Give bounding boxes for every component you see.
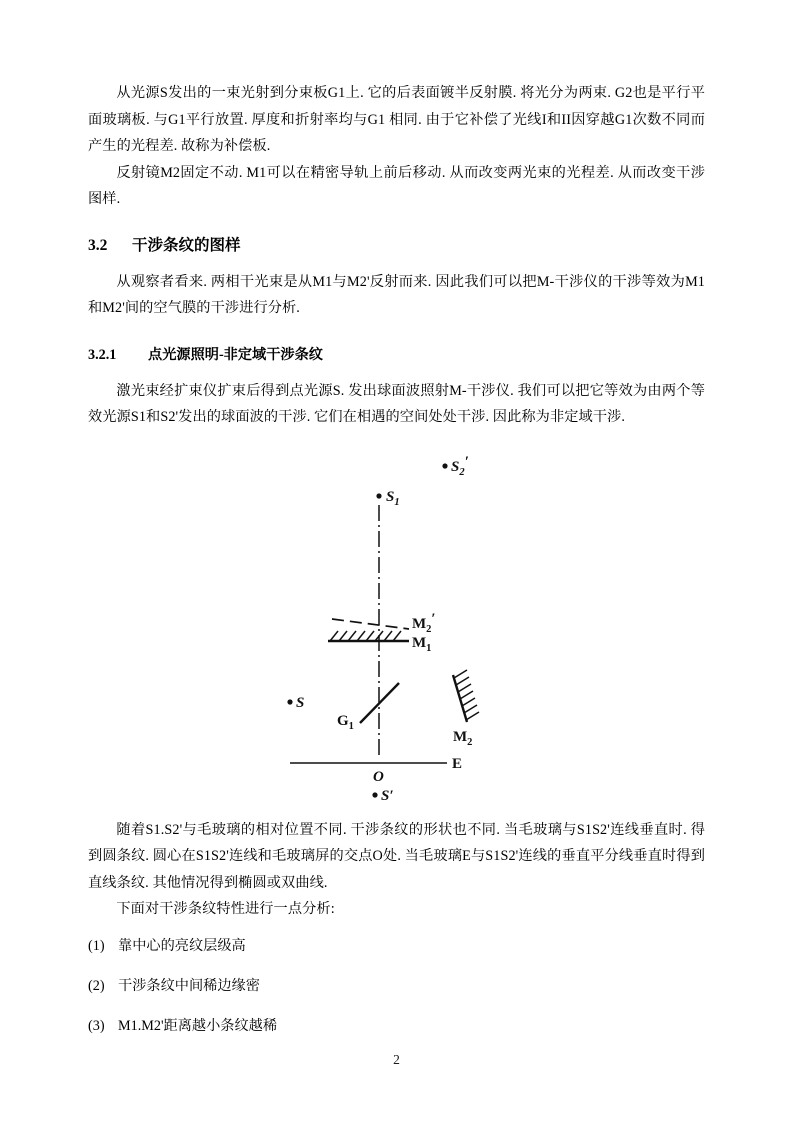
paragraph-observer-description: 从观察者看来. 两相干光束是从M1与M2'反射而来. 因此我们可以把M-干涉仪的干涉等效为M1和M2'间的空气膜的干涉进行分析. — [88, 273, 705, 316]
paragraph-point-source-description: 激光束经扩束仪扩束后得到点光源S. 发出球面波照射M-干涉仪. 我们可以把它等效为由两个等效光源S1和S2'发出的球面波的干涉. 它们在相遇的空间处处干涉. 因此称为非定域干涉. — [88, 382, 705, 425]
paragraph-beamsplitter-description: 从光源S发出的一束光射到分束板G1上. 它的后表面镀半反射膜. 将光分为两束. G2也是平行平面玻璃板. 与G1平行放置. 厚度和折射率均与G1 相同. 由于它补偿了光线I和II因穿越G1次数不同而产生的光程差. 故称为补偿板. — [88, 85, 705, 154]
list-item-text: 干涉条纹中间稀边缘密 — [118, 977, 260, 994]
list-item — [88, 973, 705, 999]
source-s1-point — [376, 493, 381, 498]
list-item-text: 靠中心的亮纹层级高 — [118, 937, 246, 954]
section-number: 3.2 — [88, 236, 108, 254]
analysis-list — [88, 933, 705, 1039]
source-s-prime-point — [372, 792, 377, 797]
mirror-m2-label: $M_2$ — [452, 728, 472, 748]
mirror-m2-prime-label: $M_2'$ — [411, 610, 436, 635]
mirror-m2-prime-line — [332, 619, 409, 629]
beamsplitter-g1-label: $G_1$ — [336, 712, 354, 732]
source-s2-prime-label: $S_2'$ — [450, 453, 469, 478]
origin-o-label: O — [372, 768, 384, 785]
mirror-m1-label: $M_1$ — [411, 634, 431, 654]
source-s1-label: $S_1$ — [385, 488, 400, 508]
list-item-text: M1.M2'距离越小条纹越稀 — [118, 1017, 278, 1034]
subsection-heading-3-2-1 — [88, 344, 705, 366]
paragraph-analysis-intro: 下面对干涉条纹特性进行一点分析: — [116, 901, 335, 917]
section-title: 干涉条纹的图样 — [132, 236, 241, 254]
interferometer-diagram — [88, 445, 705, 805]
source-s-point — [287, 699, 292, 704]
source-s-label: S — [295, 694, 304, 711]
mirror-m1-hatching — [330, 631, 401, 641]
list-item-marker: (2) — [88, 977, 105, 994]
screen-e-label: E — [451, 755, 462, 772]
subsection-title: 点光源照明-非定域干涉条纹 — [148, 346, 323, 363]
list-item — [88, 933, 705, 959]
page-content — [88, 80, 705, 1053]
page-number: 2 — [393, 1052, 400, 1067]
paragraph-mirror-description: 反射镜M2固定不动. M1可以在精密导轨上前后移动. 从而改变两光束的光程差. 从而改变干涉图样. — [88, 164, 705, 207]
list-item — [88, 1013, 705, 1039]
source-s2-prime-point — [442, 463, 447, 468]
subsection-number: 3.2.1 — [88, 346, 117, 363]
source-s-prime-label: S′ — [380, 787, 394, 804]
interferometer-svg — [257, 445, 537, 805]
paragraph-fringe-shapes: 随着S1.S2'与毛玻璃的相对位置不同. 干涉条纹的形状也不同. 当毛玻璃与S1S2'连线垂直时. 得到圆条纹. 圆心在S1S2'连线和毛玻璃屏的交点O处. 当毛玻璃E与S1S2'连线的垂直平分线垂直时得到直线条纹. 其他情况得到椭圆或双曲线. — [88, 821, 705, 891]
list-item-marker: (1) — [88, 937, 105, 954]
section-heading-3-2 — [88, 235, 705, 257]
list-item-marker: (3) — [88, 1017, 105, 1034]
